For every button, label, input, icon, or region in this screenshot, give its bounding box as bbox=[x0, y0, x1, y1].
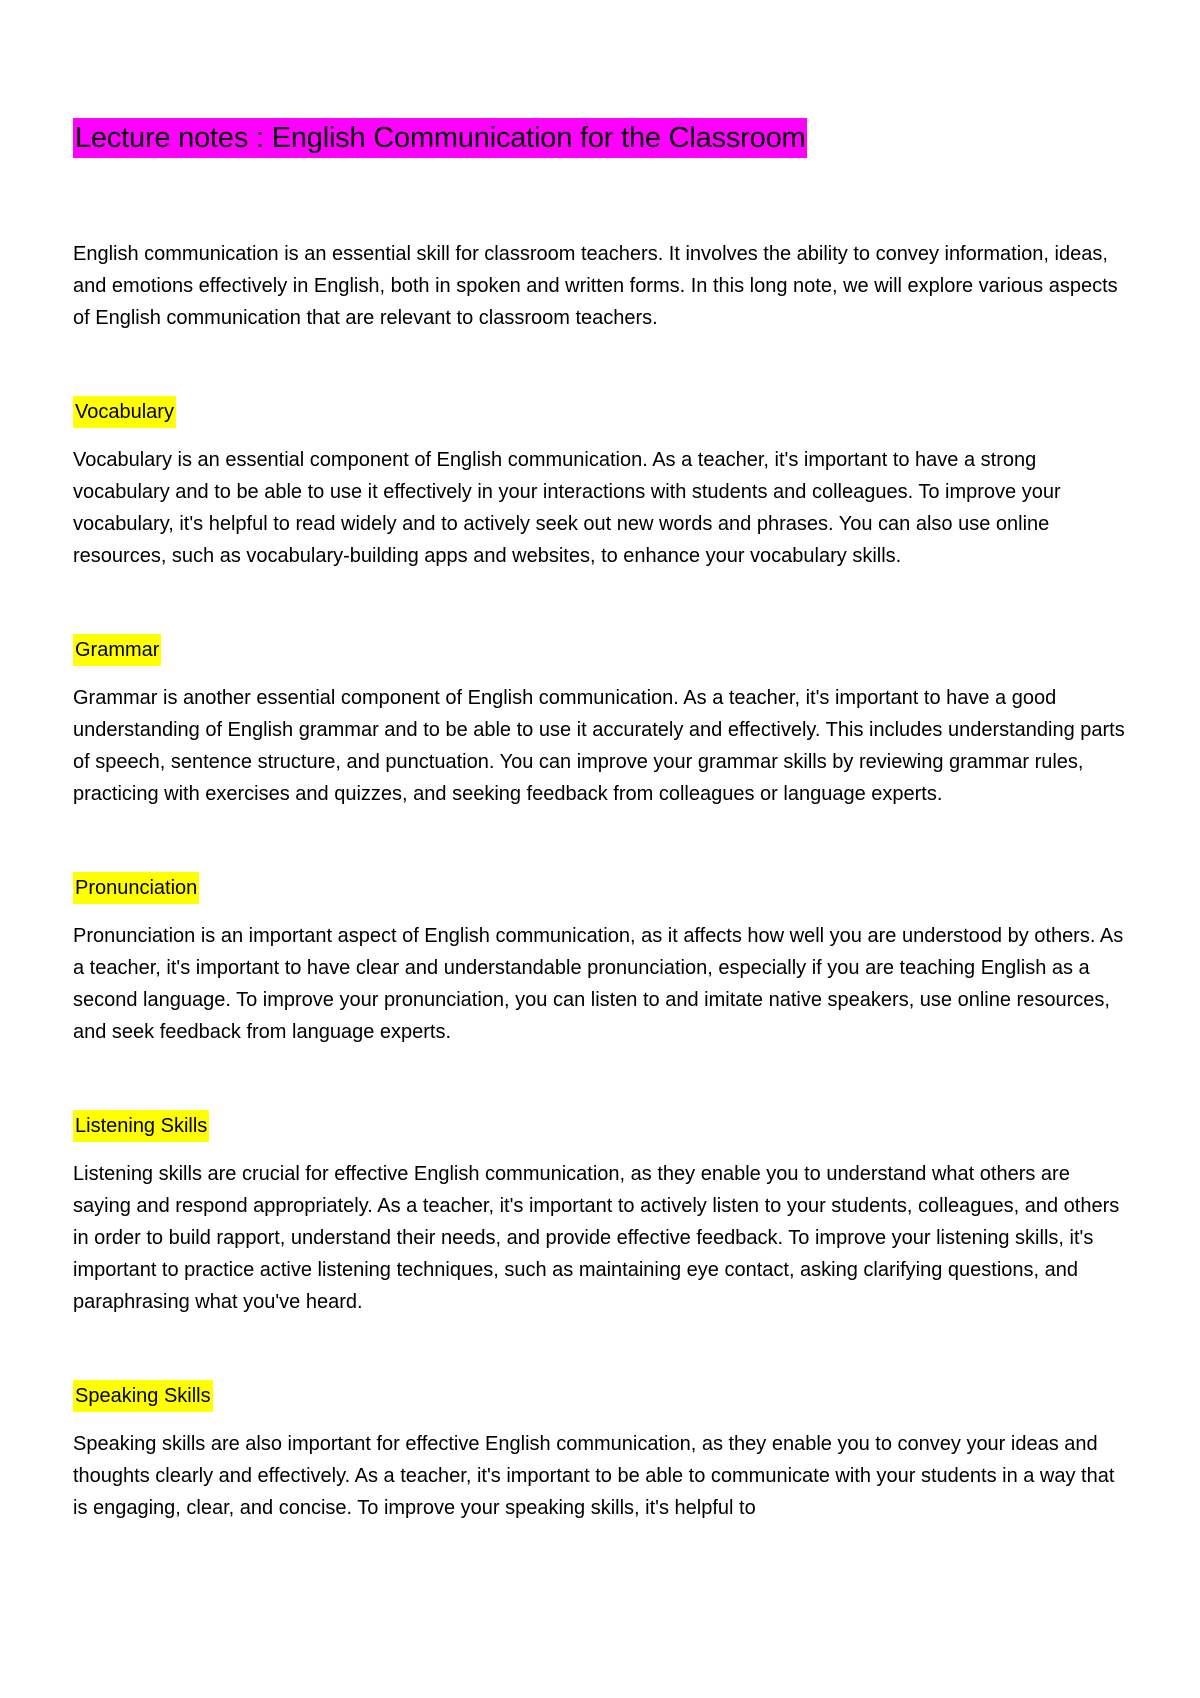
section-heading-grammar: Grammar bbox=[73, 634, 161, 666]
section-heading-speaking-skills: Speaking Skills bbox=[73, 1380, 213, 1412]
section-heading-pronunciation: Pronunciation bbox=[73, 872, 199, 904]
section-body-speaking-skills: Speaking skills are also important for effective English communication, as they enable you to convey your ideas and thoughts clearly and effectively. As a teacher, it's important to be able to communicate with your students in a way that is engaging, clear, and concise. To improve your speaking skills, it's helpful to bbox=[73, 1433, 1115, 1519]
section-body-listening-skills: Listening skills are crucial for effective English communication, as they enable you to understand what others are saying and respond appropriately. As a teacher, it's important to actively listen to your students, colleagues, and others in order to build rapport, understand their needs, and provide effective feedback. To improve your listening skills, it's important to practice active listening techniques, such as maintaining eye contact, asking clarifying questions, and paraphrasing what you've heard. bbox=[73, 1163, 1120, 1313]
section-body-grammar: Grammar is another essential component of English communication. As a teacher, it's important to have a good understanding of English grammar and to be able to use it accurately and effectively. This includes understanding parts of speech, sentence structure, and punctuation. You can improve your grammar skills by reviewing grammar rules, practicing with exercises and quizzes, and seeking feedback from colleagues or language experts. bbox=[73, 687, 1125, 805]
section-body-pronunciation: Pronunciation is an important aspect of English communication, as it affects how well you are understood by others. As a teacher, it's important to have clear and understandable pronunciation, especially if you are teaching English as a second language. To improve your pronunciation, you can listen to and imitate native speakers, use online resources, and seek feedback from language experts. bbox=[73, 925, 1124, 1043]
section-grammar bbox=[73, 634, 1133, 810]
section-heading-listening-skills: Listening Skills bbox=[73, 1110, 209, 1142]
section-body-vocabulary: Vocabulary is an essential component of English communication. As a teacher, it's important to have a strong vocabulary and to be able to use it effectively in your interactions with students and colleagues. To improve your vocabulary, it's helpful to read widely and to actively seek out new words and phrases. You can also use online resources, such as vocabulary-building apps and websites, to enhance your vocabulary skills. bbox=[73, 449, 1061, 567]
section-heading-vocabulary: Vocabulary bbox=[73, 396, 176, 428]
document-content bbox=[73, 118, 1133, 1524]
section-speaking-skills bbox=[73, 1380, 1133, 1524]
document-title: Lecture notes : English Communication for the Classroom bbox=[73, 118, 807, 158]
intro-paragraph: English communication is an essential skill for classroom teachers. It involves the ability to convey information, ideas, and emotions effectively in English, both in spoken and written forms. In this long note, we will explore various aspects of English communication that are relevant to classroom teachers. bbox=[73, 243, 1118, 329]
section-listening-skills bbox=[73, 1110, 1133, 1318]
section-vocabulary bbox=[73, 396, 1133, 572]
section-pronunciation bbox=[73, 872, 1133, 1048]
